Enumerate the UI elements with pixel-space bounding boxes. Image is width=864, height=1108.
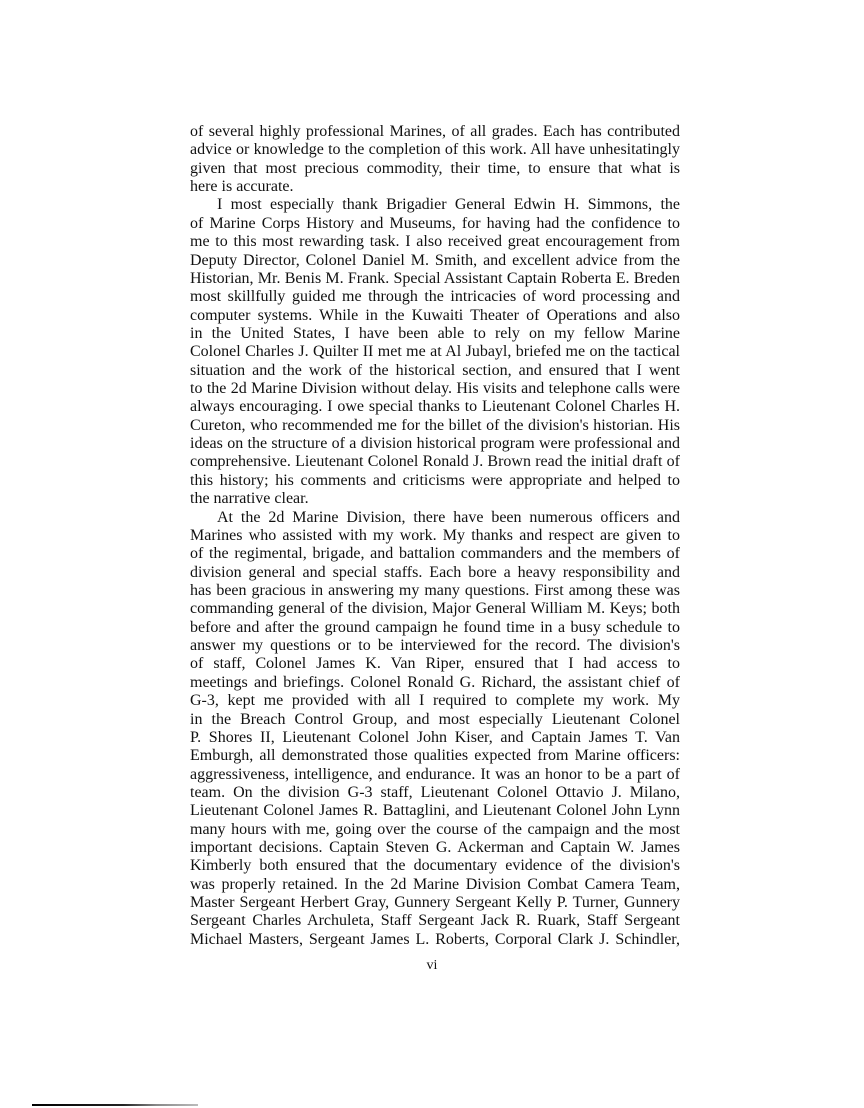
text-line: Marines who assisted with my work. My thanks and respect are given to (190, 526, 680, 544)
footer-rule (32, 1104, 198, 1106)
text-line: important decisions. Captain Steven G. Ackerman and Captain W. James (190, 839, 680, 857)
text-line: many hours with me, going over the course of the campaign and the most (190, 820, 680, 838)
page-number: vi (426, 958, 438, 973)
text-line: most skillfully guided me through the intricacies of word processing and (190, 288, 680, 306)
text-line: Michael Masters, Sergeant James L. Roberts, Corporal Clark J. Schindler, (190, 930, 680, 948)
text-line: meetings and briefings. Colonel Ronald G. Richard, the assistant chief of (190, 673, 680, 691)
text-line: Lieutenant Colonel James R. Battaglini, and Lieutenant Colonel John Lynn (190, 802, 680, 820)
text-line: ideas on the structure of a division historical program were professional and (190, 435, 680, 453)
text-line: was properly retained. In the 2d Marine Division Combat Camera Team, (190, 875, 680, 893)
text-line: given that most precious commodity, their time, to ensure that what is (190, 159, 680, 177)
text-line: Historian, Mr. Benis M. Frank. Special Assistant Captain Roberta E. Breden (190, 269, 680, 287)
text-line: At the 2d Marine Division, there have been numerous officers and (217, 508, 680, 526)
text-line: in the United States, I have been able to rely on my fellow Marine (190, 324, 680, 342)
text-line: Master Sergeant Herbert Gray, Gunnery Sergeant Kelly P. Turner, Gunnery (190, 894, 680, 912)
text-line: Cureton, who recommended me for the billet of the division's historian. His (190, 416, 680, 434)
text-line: of staff, Colonel James K. Van Riper, ensured that I had access to (190, 655, 680, 673)
text-line: situation and the work of the historical section, and ensured that I went (190, 361, 680, 379)
paragraph (190, 196, 680, 508)
text-line: commanding general of the division, Major General William M. Keys; both (190, 600, 680, 618)
text-line: me to this most rewarding task. I also received great encouragement from (190, 233, 680, 251)
text-line: to the 2d Marine Division without delay. His visits and telephone calls were (190, 380, 680, 398)
text-line: the narrative clear. (190, 490, 309, 508)
text-line: I most especially thank Brigadier General Edwin H. Simmons, the (217, 196, 680, 214)
text-line: this history; his comments and criticisms were appropriate and helped to (190, 471, 680, 489)
text-line: Deputy Director, Colonel Daniel M. Smith, and excellent advice from the (190, 251, 680, 269)
text-line: of several highly professional Marines, of all grades. Each has contributed (190, 123, 680, 140)
text-line: Colonel Charles J. Quilter II met me at Al Jubayl, briefed me on the tactical (190, 343, 680, 361)
text-line: of Marine Corps History and Museums, for having had the confidence to (190, 214, 680, 232)
text-line: here is accurate. (190, 178, 294, 196)
text-line: Sergeant Charles Archuleta, Staff Sergeant Jack R. Ruark, Staff Sergeant (190, 912, 680, 930)
paragraph (190, 123, 680, 196)
text-line: P. Shores II, Lieutenant Colonel John Kiser, and Captain James T. Van (190, 728, 680, 746)
text-line: team. On the division G-3 staff, Lieutenant Colonel Ottavio J. Milano, (190, 783, 680, 801)
text-line: advice or knowledge to the completion of this work. All have unhesitatingly (190, 141, 680, 159)
text-line: before and after the ground campaign he found time in a busy schedule to (190, 618, 680, 636)
text-line: in the Breach Control Group, and most especially Lieutenant Colonel (190, 710, 680, 728)
text-line: Kimberly both ensured that the documentary evidence of the division's (190, 857, 680, 875)
text-line: G-3, kept me provided with all I required to complete my work. My (190, 692, 680, 710)
text-line: division general and special staffs. Each bore a heavy responsibility and (190, 563, 680, 581)
text-line: computer systems. While in the Kuwaiti Theater of Operations and also (190, 306, 680, 324)
text-line: Emburgh, all demonstrated those qualities expected from Marine officers: (190, 747, 680, 765)
paragraph (190, 509, 680, 950)
text-line: aggressiveness, intelligence, and endurance. It was an honor to be a part of (190, 765, 680, 783)
body-text (190, 123, 680, 949)
text-line: of the regimental, brigade, and battalion commanders and the members of (190, 545, 680, 563)
text-line: has been gracious in answering my many questions. First among these was (190, 581, 680, 599)
text-line: always encouraging. I owe special thanks to Lieutenant Colonel Charles H. (190, 398, 680, 416)
text-line: answer my questions or to be interviewed for the record. The division's (190, 637, 680, 655)
text-line: comprehensive. Lieutenant Colonel Ronald J. Brown read the initial draft of (190, 453, 680, 471)
